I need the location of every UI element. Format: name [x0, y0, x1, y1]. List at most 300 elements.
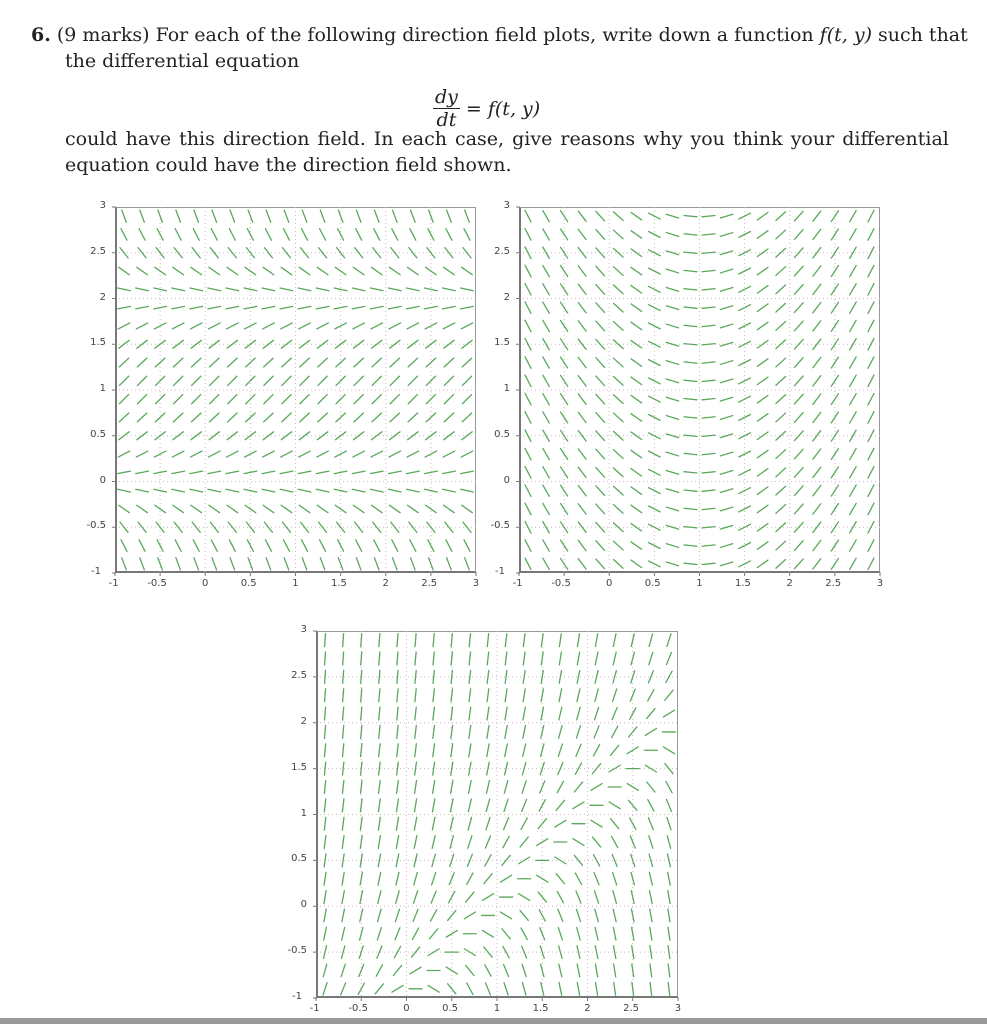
x-tick-label: 3 — [472, 578, 480, 589]
slope-segment — [794, 541, 803, 551]
slope-segment — [136, 451, 148, 457]
slope-segment — [397, 781, 399, 794]
slope-segment — [543, 357, 550, 368]
slope-segment — [649, 561, 661, 567]
slope-segment — [448, 984, 456, 994]
slope-segment — [595, 707, 599, 719]
slope-segment — [377, 928, 381, 940]
slope-segment — [371, 267, 382, 274]
slope-segment — [505, 652, 507, 665]
slope-segment — [631, 212, 642, 220]
slope-segment — [684, 215, 697, 216]
slope-segment — [614, 964, 616, 977]
slope-segment — [684, 234, 697, 235]
slope-segment — [379, 652, 380, 665]
slope-segment — [210, 413, 220, 422]
slope-segment — [410, 229, 416, 241]
slope-segment — [559, 707, 562, 720]
slope-segment — [666, 269, 678, 273]
slope-segment — [118, 489, 131, 492]
slope-segment — [868, 247, 874, 259]
slope-segment — [702, 398, 715, 399]
slope-segment — [525, 320, 531, 332]
slope-segment — [613, 652, 616, 665]
slope-segment — [631, 652, 634, 665]
slope-segment — [868, 558, 874, 570]
slope-segment — [408, 505, 419, 512]
slope-segment — [667, 818, 671, 830]
slope-segment — [684, 398, 697, 399]
x-tick-label: -1 — [512, 578, 523, 589]
slope-segment — [613, 230, 623, 239]
slope-segment — [555, 820, 566, 827]
slope-segment — [281, 432, 291, 440]
slope-segment — [317, 432, 327, 440]
slope-segment — [794, 230, 803, 240]
slope-segment — [406, 471, 419, 473]
slope-segment — [226, 306, 239, 308]
slope-segment — [868, 485, 874, 497]
slope-segment — [776, 358, 786, 367]
slope-segment — [559, 964, 562, 977]
slope-segment — [318, 376, 327, 385]
slope-segment — [338, 540, 344, 552]
slope-segment — [577, 964, 580, 977]
slope-segment — [666, 470, 678, 474]
slope-segment — [720, 452, 732, 456]
slope-segment — [282, 413, 292, 422]
slope-segment — [342, 836, 344, 849]
slope-segment — [209, 451, 221, 457]
slope-segment — [612, 726, 618, 737]
slope-segment — [504, 964, 509, 976]
slope-segment — [666, 671, 672, 682]
slope-segment — [361, 670, 362, 683]
slope-segment — [650, 964, 652, 977]
slope-segment — [757, 286, 768, 294]
slope-segment — [154, 288, 167, 291]
slope-segment — [298, 471, 311, 473]
slope-segment — [379, 725, 380, 738]
slope-segment — [118, 323, 130, 329]
slope-segment — [525, 540, 531, 552]
slope-segment — [451, 707, 453, 720]
slope-segment — [609, 802, 620, 809]
slope-segment — [227, 451, 239, 457]
slope-segment — [720, 214, 732, 218]
slope-segment — [302, 558, 307, 570]
slope-segment — [192, 395, 201, 404]
slope-segment — [371, 451, 383, 457]
slope-segment — [596, 285, 605, 295]
slope-segment — [868, 430, 874, 442]
slope-segment — [522, 799, 527, 811]
slope-segment — [577, 671, 580, 684]
slope-segment — [609, 765, 620, 772]
slope-segment — [450, 854, 454, 866]
slope-segment — [408, 358, 418, 367]
slope-segment — [561, 467, 568, 478]
slope-segment — [450, 799, 453, 812]
slope-segment — [757, 377, 768, 385]
slope-segment — [228, 395, 237, 404]
slope-segment — [630, 836, 635, 848]
slope-segment — [559, 670, 561, 683]
slope-segment — [407, 451, 419, 457]
slope-segment — [794, 211, 803, 221]
slope-segment — [578, 284, 586, 294]
slope-segment — [668, 982, 670, 995]
slope-segment — [375, 984, 383, 994]
slope-segment — [666, 306, 678, 310]
slope-segment — [578, 376, 586, 386]
slope-segment — [650, 927, 652, 940]
slope-segment — [813, 266, 821, 276]
slope-segment — [613, 340, 623, 349]
slope-segment — [140, 210, 145, 222]
slope-segment — [191, 267, 202, 274]
slope-segment — [543, 540, 550, 551]
slope-segment — [578, 321, 586, 331]
slope-segment — [831, 375, 838, 386]
slope-segment — [558, 928, 562, 940]
slope-segment — [415, 799, 417, 812]
y-tick-label: -0.5 — [490, 520, 510, 532]
slope-segment — [361, 707, 362, 720]
slope-segment — [428, 229, 434, 241]
slope-segment — [118, 306, 131, 308]
slope-segment — [486, 818, 490, 830]
slope-segment — [813, 485, 821, 495]
slope-segment — [794, 394, 803, 404]
slope-segment — [370, 288, 383, 291]
slope-segment — [776, 523, 786, 532]
x-tick-label: 2 — [786, 578, 793, 589]
slope-segment — [360, 836, 362, 849]
slope-segment — [813, 321, 821, 331]
y-tick-label: 0.5 — [291, 853, 307, 865]
slope-segment — [649, 524, 661, 530]
slope-segment — [525, 375, 531, 387]
slope-segment — [265, 540, 271, 552]
slope-segment — [541, 634, 543, 647]
slope-segment — [433, 670, 434, 683]
slope-segment — [469, 670, 471, 683]
slope-segment — [576, 891, 581, 903]
slope-segment — [650, 891, 653, 904]
slope-segment — [209, 432, 219, 440]
slope-segment — [523, 744, 526, 757]
slope-segment — [137, 267, 148, 274]
slope-segment — [353, 267, 364, 274]
slope-segment — [245, 267, 256, 274]
slope-segment — [613, 468, 623, 477]
slope-segment — [374, 210, 379, 222]
slope-segment — [595, 964, 597, 977]
slope-segment — [577, 652, 579, 665]
slope-segment — [561, 485, 568, 496]
slope-segment — [487, 744, 489, 757]
slope-segment — [576, 909, 580, 921]
slope-segment — [561, 339, 568, 350]
slope-segment — [376, 965, 382, 976]
slope-segment — [794, 486, 803, 496]
slope-segment — [573, 839, 584, 846]
slope-segment — [522, 762, 525, 775]
slope-segment — [522, 946, 527, 958]
slope-segment — [190, 451, 202, 457]
slope-segment — [593, 745, 599, 756]
slope-segment — [648, 818, 653, 830]
slope-segment — [324, 854, 326, 867]
slope-segment — [390, 358, 400, 367]
slope-segment — [577, 689, 580, 702]
slope-segment — [360, 928, 363, 941]
slope-segment — [379, 670, 380, 683]
slope-segment — [578, 211, 586, 221]
slope-segment — [559, 689, 562, 702]
slope-segment — [596, 468, 605, 478]
slope-segment — [611, 819, 619, 829]
slope-segment — [431, 910, 437, 921]
slope-segment — [666, 397, 678, 401]
slope-segment — [336, 376, 345, 385]
slope-segment — [720, 562, 732, 566]
slope-segment — [596, 394, 605, 404]
slope-segment — [794, 559, 803, 569]
slope-segment — [324, 909, 326, 922]
slope-segment — [462, 395, 471, 404]
slope-segment — [592, 764, 600, 774]
slope-segment — [663, 747, 674, 754]
slope-segment — [613, 450, 623, 459]
slope-segment — [370, 306, 383, 308]
slope-segment — [463, 248, 471, 258]
slope-segment — [299, 432, 309, 440]
slope-segment — [631, 340, 642, 348]
y-tick-label: 2.5 — [90, 245, 106, 257]
slope-segment — [578, 449, 586, 459]
slope-segment — [324, 781, 325, 794]
slope-segment — [397, 744, 399, 757]
slope-segment — [392, 229, 398, 241]
slope-segment — [543, 211, 550, 222]
slope-segment — [667, 634, 671, 646]
slope-segment — [739, 488, 751, 494]
slope-segment — [443, 471, 456, 473]
function-symbol: f(t, y) — [819, 24, 872, 46]
slope-segment — [396, 817, 398, 830]
slope-segment — [577, 707, 580, 720]
slope-segment — [119, 413, 129, 422]
slope-segment — [173, 358, 183, 367]
slope-segment — [649, 250, 661, 256]
slope-segment — [461, 451, 473, 457]
slope-segment — [611, 745, 619, 755]
slope-segment — [558, 763, 563, 775]
y-tick-label: 0 — [99, 474, 106, 486]
slope-segment — [461, 471, 474, 473]
slope-segment — [444, 505, 455, 512]
slope-segment — [342, 909, 345, 922]
slope-segment — [739, 268, 751, 274]
slope-segment — [776, 303, 786, 312]
slope-segment — [300, 413, 310, 422]
slope-segment — [139, 229, 145, 241]
slope-segment — [702, 453, 715, 454]
slope-segment — [868, 320, 874, 332]
slope-segment — [702, 362, 715, 363]
slope-segment — [230, 558, 235, 570]
slope-segment — [430, 929, 438, 939]
slope-segment — [501, 875, 512, 882]
slope-segment — [525, 448, 531, 460]
slope-segment — [325, 634, 326, 647]
slope-segment — [379, 744, 380, 757]
slope-segment — [396, 872, 399, 885]
slope-segment — [262, 306, 275, 308]
slope-segment — [137, 376, 146, 385]
slope-segment — [379, 707, 380, 720]
slope-segment — [561, 540, 568, 551]
slope-segment — [487, 652, 489, 665]
slope-segment — [427, 248, 435, 258]
slope-segment — [190, 288, 203, 291]
slope-segment — [412, 928, 418, 939]
slope-segment — [596, 376, 605, 386]
slope-segment — [462, 267, 473, 274]
slope-segment — [613, 431, 623, 440]
x-tick-label: 1.5 — [532, 1003, 549, 1014]
slope-segment — [668, 891, 670, 904]
slope-segment — [428, 949, 439, 956]
x-tick-label: 3 — [674, 1003, 682, 1014]
slope-segment — [378, 817, 380, 830]
slope-segment — [757, 469, 768, 477]
slope-segment — [415, 762, 417, 775]
slope-segment — [136, 323, 148, 329]
slope-segment — [408, 395, 417, 404]
slope-segment — [466, 965, 474, 975]
slope-segment — [374, 540, 380, 552]
slope-segment — [372, 358, 382, 367]
slope-segment — [209, 505, 220, 512]
slope-segment — [324, 725, 325, 738]
slope-segment — [378, 836, 380, 849]
slope-segment — [720, 470, 732, 474]
slope-segment — [684, 289, 697, 290]
question-line-3: could have this direction field. In each case, give reasons why you think your differential — [65, 128, 949, 150]
slope-segment — [613, 671, 616, 684]
slope-segment — [118, 451, 130, 457]
slope-segment — [631, 523, 642, 531]
slope-segment — [504, 818, 509, 830]
slope-segment — [776, 431, 786, 440]
slope-segment — [408, 340, 418, 348]
slope-segment — [266, 558, 271, 570]
slope-segment — [469, 781, 472, 794]
slope-segment — [354, 358, 364, 367]
slope-segment — [372, 376, 381, 385]
slope-segment — [613, 395, 623, 404]
slope-segment — [650, 909, 652, 922]
slope-segment — [632, 964, 634, 977]
slope-segment — [433, 744, 435, 757]
slope-segment — [668, 909, 670, 922]
slope-segment — [505, 689, 507, 702]
slope-segment — [649, 634, 652, 647]
slope-segment — [210, 358, 220, 367]
slope-segment — [443, 288, 456, 291]
slope-segment — [663, 710, 674, 717]
slope-segment — [227, 505, 238, 512]
slope-segment — [377, 946, 382, 958]
slope-segment — [354, 395, 363, 404]
slope-segment — [666, 214, 678, 218]
slope-segment — [283, 540, 289, 552]
slope-segment — [831, 339, 838, 350]
slope-segment — [137, 358, 147, 367]
y-tick-label: 1.5 — [494, 337, 510, 349]
slope-segment — [317, 267, 328, 274]
slope-segment — [574, 855, 582, 865]
slope-segment — [794, 413, 803, 423]
slope-segment — [577, 982, 579, 995]
slope-segment — [156, 248, 164, 258]
slope-segment — [359, 964, 364, 976]
slope-segment — [831, 247, 838, 258]
slope-segment — [342, 891, 344, 904]
slope-segment — [469, 634, 470, 647]
slope-segment — [396, 799, 398, 812]
slope-segment — [450, 836, 453, 849]
slope-segment — [739, 232, 751, 238]
slope-segment — [172, 471, 185, 473]
slope-segment — [356, 540, 362, 552]
slope-segment — [433, 652, 434, 665]
slope-segment — [757, 340, 768, 348]
y-tick-label: -1 — [91, 566, 101, 577]
slope-segment — [415, 744, 417, 757]
slope-segment — [868, 467, 874, 479]
slope-segment — [631, 891, 634, 904]
slope-segment — [463, 522, 471, 532]
slope-segment — [631, 231, 642, 239]
slope-segment — [576, 744, 581, 756]
slope-segment — [352, 288, 365, 291]
slope-segment — [415, 652, 416, 665]
slope-segment — [444, 376, 453, 385]
slope-segment — [262, 471, 275, 473]
slope-segment — [119, 376, 128, 385]
slope-segment — [484, 874, 492, 884]
slope-segment — [831, 485, 838, 496]
slope-segment — [668, 964, 670, 977]
slope-segment — [136, 489, 149, 492]
slope-segment — [389, 451, 401, 457]
slope-segment — [447, 210, 452, 222]
slope-segment — [318, 413, 328, 422]
slope-segment — [120, 248, 128, 258]
slope-segment — [371, 505, 382, 512]
slope-segment — [265, 229, 271, 241]
slope-segment — [372, 432, 382, 440]
slope-segment — [119, 267, 130, 274]
slope-segment — [122, 210, 127, 222]
slope-segment — [541, 983, 544, 996]
slope-segment — [631, 414, 642, 422]
slope-segment — [650, 982, 652, 995]
